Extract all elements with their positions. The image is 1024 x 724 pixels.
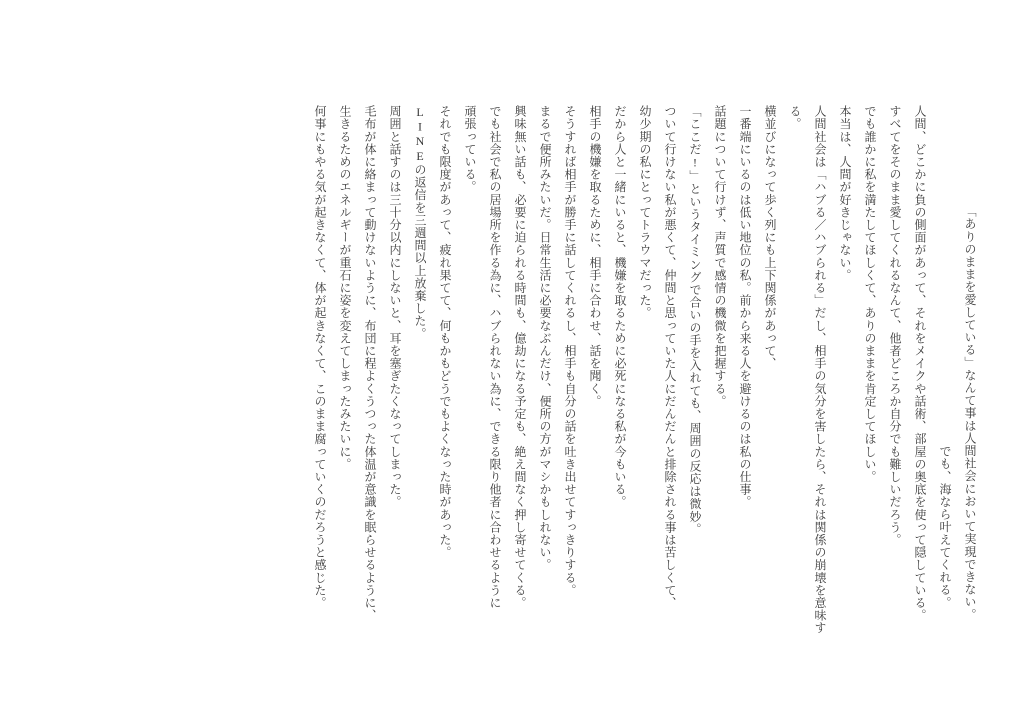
text-line: でも社会で私の居場所を作る為に、ハブられない為に、できる限り他者に合わせるように [488, 105, 502, 609]
text-line: 本当は、人間が好きじゃない。 [838, 105, 852, 282]
text-line: 横並びになって歩く列にも上下関係があって、 [763, 105, 777, 370]
text-line: 何事にもやる気が起きなくて、体が起きなくて、このまま腐っていくのだろうと感じた。 [313, 105, 327, 609]
text-line: 相手の機嫌を取るために、相手に合わせ、話を聞く。 [588, 105, 602, 408]
text-line: 一番端にいるのは低い地位の私。前から来る人を避けるのは私の仕事。 [738, 105, 752, 509]
text-line: 「ありのままを愛している」なんて事は人間社会において実現できない。 [963, 205, 977, 621]
text-line: 頑張っている。 [463, 105, 477, 194]
text-line: でも、海なら叶えてくれる。 [938, 445, 952, 609]
text-line: だから人と一緒にいると、機嫌を取るために必死になる私が今もいる。 [613, 105, 627, 509]
text-line: 話題について行けず、声質で感情の機微を把握する。 [713, 105, 727, 408]
text-line: 幼少期の私にとってトラウマだった。 [638, 105, 652, 320]
text-line: 興味無い話も、必要に迫られる時間も、億劫になる予定も、絶え間なく押し寄せてくる。 [513, 105, 527, 609]
text-line: そうすれば相手が勝手に話してくれるし、相手も自分の話を吐き出せてすっきりする。 [563, 105, 577, 597]
text-line: でも誰かに私を満たしてほしくて、ありのままを肯定してほしい。 [863, 105, 877, 483]
text-line: 人間、どこかに負の側面があって、それをメイクや話術、部屋の奥底を使って隠している。 [913, 105, 927, 622]
paragraph-2 [457, 105, 857, 645]
epigraph-line-1 [957, 105, 982, 645]
text-line: 「ここだ!」というタイミングで合いの手を入れても、周囲の反応は微妙。 [688, 105, 702, 536]
text-line: 生きるためのエネルギーが重石に姿を変えてしまったみたいに。 [338, 105, 352, 471]
text-line: すべてをそのまま愛してくれるなんて、他者どころか自分でも難しいだろう。 [888, 105, 902, 546]
text-line: 毛布が体に絡まって動けないように、布団に程よくうつった体温が意識を眠らせるように、 [363, 105, 377, 622]
vertical-text-block [307, 105, 982, 645]
text-line: 周囲と話すのは三十分以内にしないと、耳を塞ぎたくなってしまった。 [388, 105, 402, 509]
epigraph-line-2 [932, 105, 957, 645]
text-line: それでも限度があって、疲れ果てて、何もかもどうでもよくなった時があった。 [438, 105, 452, 559]
paragraph-3 [307, 105, 457, 645]
text-line: まるで便所みたいだ。日常生活に必要なぶんだけ、便所の方がマシかもしれない。 [538, 105, 552, 572]
text-line: 人間社会は「ハブる／ハブられる」だし、相手の気分を害したら、それは関係の崩壊を意味する。 [788, 105, 827, 635]
text-line: LINEの返信を三週間以上放棄した。 [413, 105, 427, 340]
paragraph-1 [857, 105, 932, 645]
text-line: ついて行けない私が悪くて、仲間と思っていた人にだんだんと排除される事は苦しくて、 [663, 105, 677, 609]
